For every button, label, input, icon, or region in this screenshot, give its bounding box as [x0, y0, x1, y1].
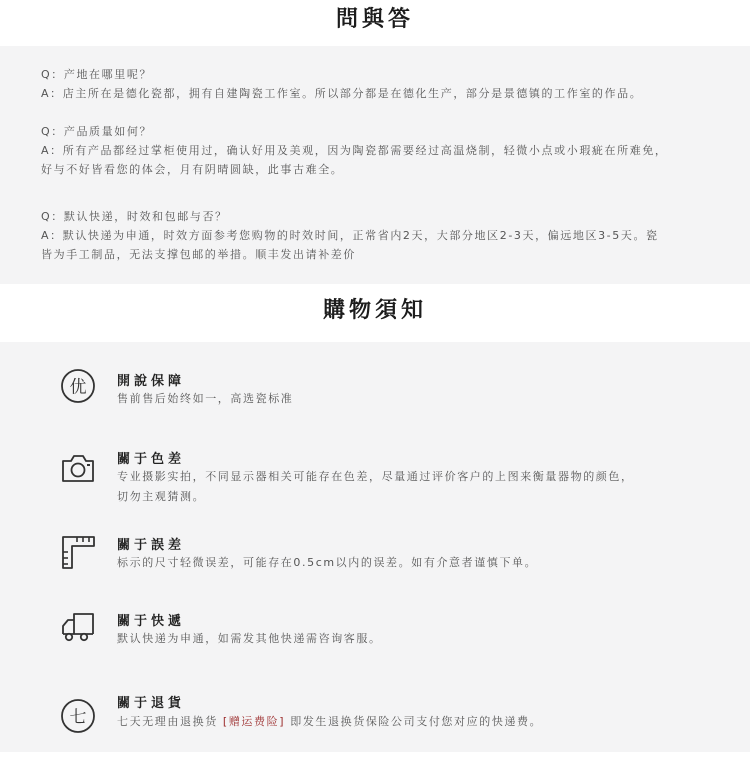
- notice-title: 關于快遞: [117, 614, 186, 629]
- notice-desc: 标示的尺寸轻微误差，可能存在0.5cm以内的误差。如有介意者谨慎下单。: [117, 556, 538, 569]
- notice-title: 關于退貨: [117, 696, 186, 711]
- faq-section: [0, 46, 750, 284]
- seven-day-return-icon: [60, 698, 96, 734]
- notice-desc-line: 切勿主观猜测。: [117, 490, 206, 503]
- notice-title: 關于色差: [117, 452, 186, 467]
- notice-title: 關于誤差: [117, 538, 186, 553]
- quality-badge-char: 优: [69, 377, 87, 398]
- seven-char: 七: [69, 707, 87, 728]
- shopping-title-band: [0, 284, 750, 342]
- faq-question: Q：产地在哪里呢？: [41, 68, 153, 81]
- faq-answer-cont: 好与不好皆看您的体会，月有阴晴圆缺，此事古难全。: [41, 163, 344, 176]
- notice-desc: 默认快递为申通，如需发其他快递需咨询客服。: [117, 632, 382, 645]
- notice-desc: [117, 712, 717, 732]
- faq-question: Q：默认快递，时效和包邮与否？: [41, 210, 228, 223]
- notice-desc-suffix: 即发生退换货保险公司支付您对应的快递费。: [290, 715, 543, 728]
- faq-answer: A：店主所在是德化瓷都，拥有自建陶瓷工作室。所以部分都是在德化生产，部分是景德镇的工作室的作品。: [41, 87, 643, 100]
- faq-item: [41, 207, 713, 264]
- quality-badge-icon: [60, 368, 96, 404]
- faq-answer-cont: 皆为手工制品，无法支撑包邮的举措。顺丰发出请补差价: [41, 248, 356, 261]
- delivery-truck-icon: [60, 608, 96, 644]
- camera-icon: [60, 450, 96, 486]
- notice-desc: 售前售后始终如一，高选瓷标准: [117, 392, 294, 405]
- notice-desc-prefix: 七天无理由退换货: [117, 715, 218, 728]
- notice-desc: [117, 467, 717, 507]
- shopping-notice-section: [0, 342, 750, 752]
- faq-title-band: [0, 0, 750, 46]
- ruler-icon: [60, 534, 96, 570]
- notice-desc-line: 专业摄影实拍，不同显示器相关可能存在色差，尽量通过评价客户的上图来衡量器物的颜色，: [117, 470, 634, 483]
- faq-item: [41, 122, 713, 179]
- shopping-title: 購物須知: [322, 297, 427, 323]
- faq-answer: A：所有产品都经过掌柜使用过，确认好用及美观，因为陶瓷都需要经过高温烧制，轻微小点或小瑕疵在所难免，: [41, 144, 668, 157]
- shipping-insurance-highlight: [赠运费险]: [222, 715, 286, 728]
- faq-item: [41, 65, 713, 103]
- notice-title: 開說保障: [117, 374, 186, 389]
- faq-answer: A：默认快递为申通，时效方面参考您购物的时效时间，正常省内2天，大部分地区2-3天，偏远地区3-5天。瓷: [41, 229, 659, 242]
- faq-title: 問與答: [335, 6, 414, 32]
- faq-question: Q：产品质量如何？: [41, 125, 153, 138]
